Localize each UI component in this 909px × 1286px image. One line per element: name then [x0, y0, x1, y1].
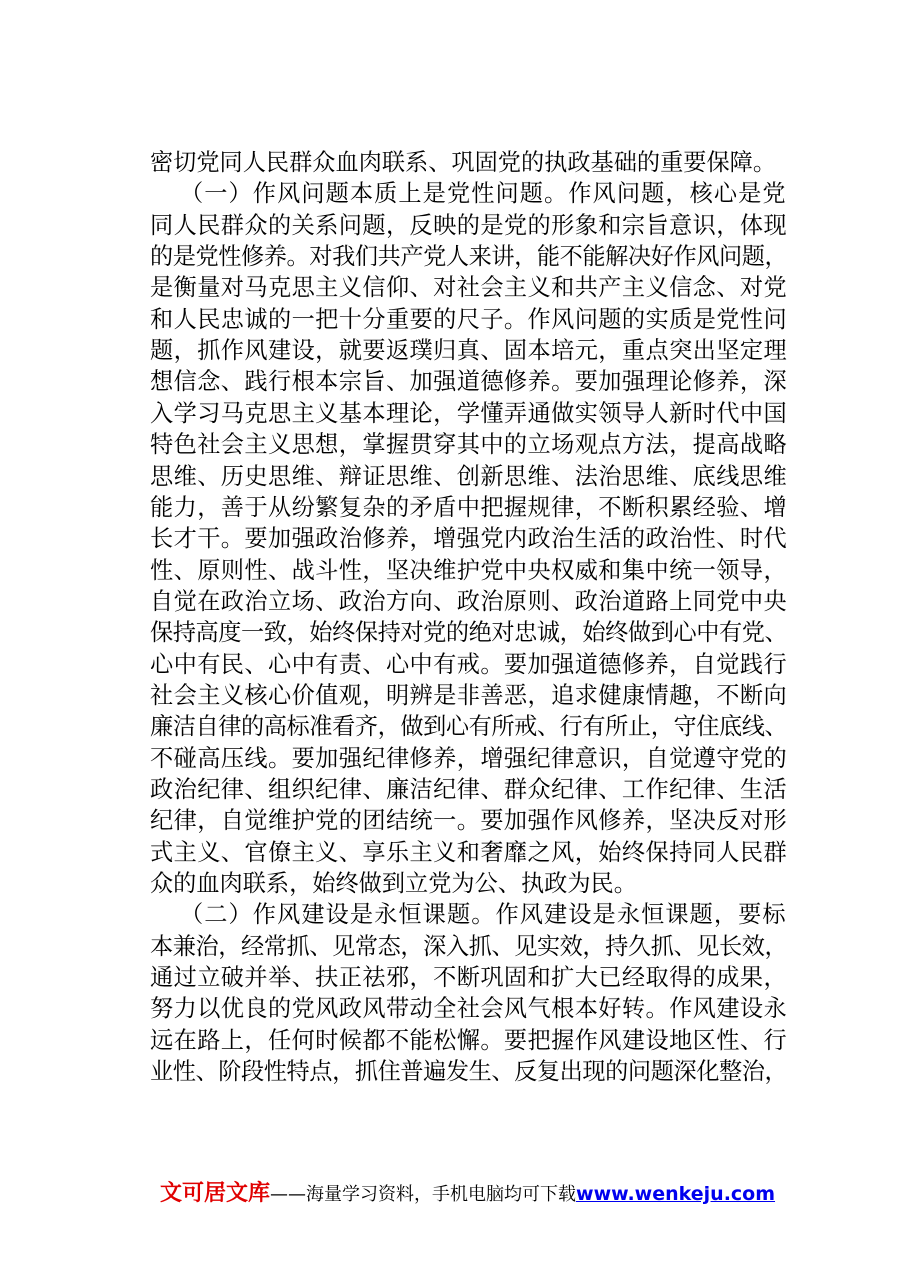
text-line: 通过立破并举、扶正祛邪，不断巩固和扩大已经取得的成果， — [150, 964, 788, 992]
text-line: 题，抓作风建设，就要返璞归真、固本培元，重点突出坚定理 — [150, 337, 788, 365]
text-line: 思维、历史思维、辩证思维、创新思维、法治思维、底线思维 — [150, 462, 788, 490]
text-line: （一）作风问题本质上是党性问题。作风问题，核心是党 — [180, 180, 787, 208]
text-line: 性、原则性、战斗性，坚决维护党中央权威和集中统一领导， — [150, 556, 788, 584]
footer-banner — [160, 1183, 775, 1205]
text-line: 长才干。要加强政治修养，增强党内政治生活的政治性、时代 — [150, 525, 788, 553]
text-line: 社会主义核心价值观，明辨是非善恶，追求健康情趣，不断向 — [150, 681, 788, 709]
text-line: 不碰高压线。要加强纪律修养，增强纪律意识，自觉遵守党的 — [150, 744, 788, 772]
text-line: 纪律，自觉维护党的团结统一。要加强作风修养，坚决反对形 — [150, 807, 788, 835]
text-line: 远在路上，任何时候都不能松懈。要把握作风建设地区性、行 — [150, 1026, 788, 1054]
footer-tagline: ——海量学习资料，手机电脑均可下载 — [270, 1184, 577, 1205]
text-line: 想信念、践行根本宗旨、加强道德修养。要加强理论修养，深 — [150, 368, 788, 396]
text-line: 密切党同人民群众血肉联系、巩固党的执政基础的重要保障。 — [150, 149, 777, 176]
text-line: 入学习马克思主义基本理论，学懂弄通做实领导人新时代中国 — [150, 399, 788, 427]
text-line: 式主义、官僚主义、享乐主义和奢靡之风，始终保持同人民群 — [150, 838, 788, 866]
text-line: 努力以优良的党风政风带动全社会风气根本好转。作风建设永 — [150, 995, 788, 1023]
text-line: 同人民群众的关系问题，反映的是党的形象和宗旨意识，体现 — [150, 211, 788, 239]
text-line: 保持高度一致，始终保持对党的绝对忠诚，始终做到心中有党、 — [150, 619, 788, 647]
text-line: 能力，善于从纷繁复杂的矛盾中把握规律，不断积累经验、增 — [150, 493, 788, 521]
text-line: 廉洁自律的高标准看齐，做到心有所戒、行有所止，守住底线、 — [150, 713, 788, 741]
footer-brand: 文可居文库 — [160, 1181, 271, 1206]
text-line: 政治纪律、组织纪律、廉洁纪律、群众纪律、工作纪律、生活 — [150, 776, 788, 803]
text-line: 本兼治，经常抓、见常态，深入抓、见实效，持久抓、见长效， — [150, 932, 788, 960]
text-line: 是衡量对马克思主义信仰、对社会主义和共产主义信念、对党 — [150, 274, 788, 302]
text-line: 的是党性修养。对我们共产党人来讲，能不能解决好作风问题， — [150, 243, 788, 271]
text-line: 心中有民、心中有责、心中有戒。要加强道德修养，自觉践行 — [150, 650, 788, 678]
text-line: （二）作风建设是永恒课题。作风建设是永恒课题，要标 — [180, 901, 787, 929]
text-line: 自觉在政治立场、政治方向、政治原则、政治道路上同党中央 — [150, 587, 788, 615]
text-line: 和人民忠诚的一把十分重要的尺子。作风问题的实质是党性问 — [150, 305, 788, 333]
text-line: 众的血肉联系，始终做到立党为公、执政为民。 — [150, 870, 637, 898]
text-line: 特色社会主义思想，掌握贯穿其中的立场观点方法，提高战略 — [150, 431, 788, 459]
footer-url-link[interactable]: www.wenkeju.com — [576, 1183, 776, 1205]
text-line: 业性、阶段性特点，抓住普遍发生、反复出现的问题深化整治， — [150, 1058, 788, 1086]
